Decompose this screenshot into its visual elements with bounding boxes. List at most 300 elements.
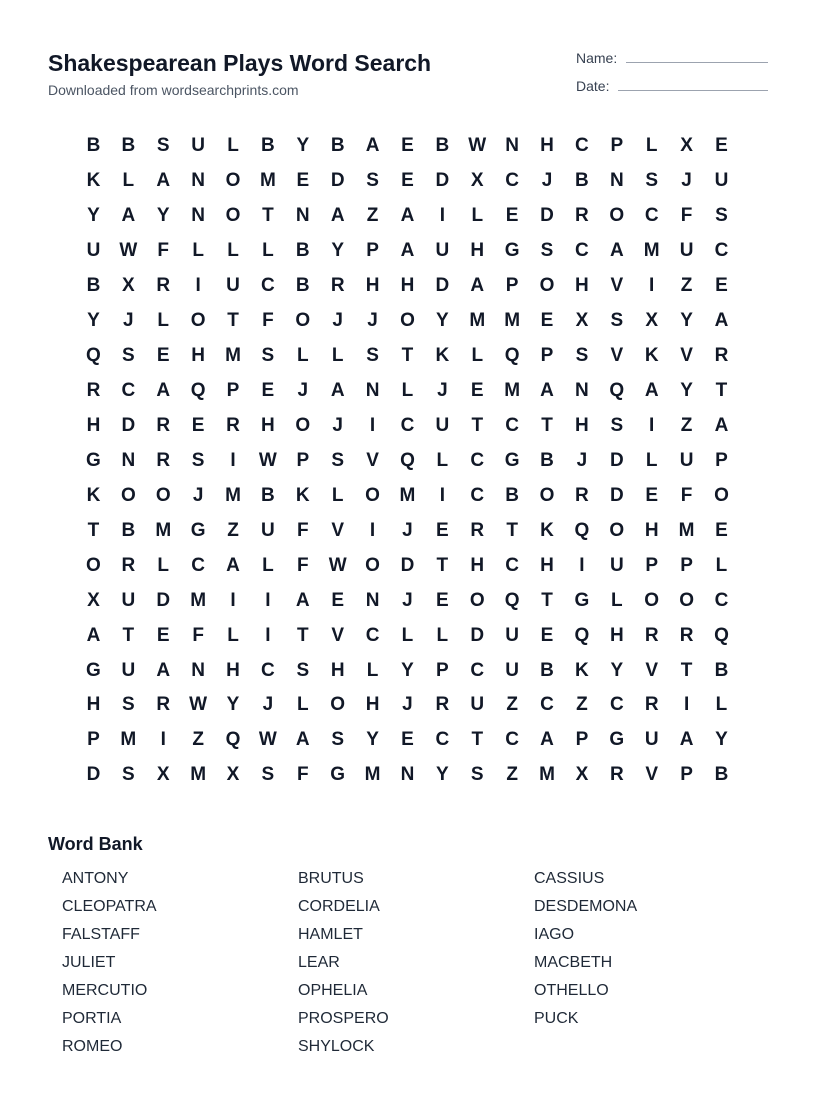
grid-letter: L	[157, 554, 170, 576]
grid-letter: C	[470, 659, 485, 681]
grid-letter: Z	[680, 275, 693, 297]
grid-letter: U	[191, 135, 205, 157]
grid-letter: O	[120, 484, 136, 506]
grid-letter: A	[400, 205, 415, 227]
grid-letter: A	[470, 275, 485, 297]
grid-letter: N	[400, 764, 415, 786]
grid-letter: L	[471, 205, 484, 227]
grid-letter: Y	[87, 205, 100, 227]
grid-letter: Q	[504, 345, 520, 367]
grid-letter: A	[644, 380, 659, 402]
grid-letter: Z	[680, 414, 693, 436]
grid-letter: C	[540, 694, 554, 716]
grid-letter: G	[504, 449, 520, 471]
word-bank-item: PUCK	[534, 1010, 579, 1027]
grid-letter: B	[714, 764, 729, 786]
grid-letter: B	[330, 135, 345, 157]
grid-letter: Q	[574, 624, 590, 646]
grid-letter: E	[715, 135, 728, 157]
grid-letter: Z	[366, 205, 379, 227]
grid-letter: S	[156, 135, 170, 157]
grid-letter: J	[402, 589, 413, 611]
grid-letter: P	[505, 275, 519, 297]
grid-letter: Z	[506, 764, 518, 786]
grid-letter: E	[715, 519, 728, 541]
grid-letter: L	[366, 659, 379, 681]
word-bank-title: Word Bank	[48, 834, 143, 854]
grid-letter: I	[265, 589, 271, 611]
grid-letter: X	[121, 275, 135, 297]
grid-letter: H	[575, 275, 589, 297]
grid-letter: H	[540, 554, 554, 576]
word-bank-item: JULIET	[62, 954, 116, 971]
grid-letter: Y	[436, 310, 449, 332]
word-bank	[62, 865, 782, 1061]
grid-letter: I	[265, 624, 271, 646]
grid-letter: A	[365, 135, 380, 157]
grid-letter: H	[365, 694, 380, 716]
grid-letter: U	[609, 554, 624, 576]
grid-letter: M	[504, 380, 521, 402]
grid-letter: L	[331, 345, 344, 367]
grid-letter: O	[295, 310, 311, 332]
grid-letter: E	[191, 414, 205, 436]
page-subtitle: Downloaded from wordsearchprints.com	[48, 82, 299, 98]
grid-letter: Z	[506, 694, 518, 716]
grid-letter: E	[436, 589, 449, 611]
grid-letter: Q	[574, 519, 590, 541]
grid-letter: A	[679, 729, 694, 751]
grid-letter: C	[505, 554, 519, 576]
grid-letter: L	[227, 240, 239, 262]
grid-letter: K	[575, 659, 589, 681]
grid-letter: P	[540, 345, 554, 367]
word-bank-item: MACBETH	[534, 954, 613, 971]
grid-letter: U	[714, 170, 729, 192]
grid-letter: C	[470, 484, 485, 506]
grid-letter: Y	[436, 764, 449, 786]
grid-letter: B	[86, 135, 101, 157]
grid-letter: E	[505, 205, 519, 227]
grid-letter: I	[649, 414, 655, 436]
word-bank-item: SHYLOCK	[298, 1038, 375, 1055]
grid-letter: O	[469, 589, 485, 611]
grid-letter: E	[470, 380, 484, 402]
grid-letter: O	[539, 275, 555, 297]
grid-letter: Y	[226, 694, 240, 716]
grid-letter: R	[575, 484, 589, 506]
grid-letter: N	[121, 449, 136, 471]
word-bank-item: LEAR	[298, 954, 340, 971]
grid-letter: X	[575, 764, 589, 786]
grid-letter: D	[330, 170, 345, 192]
grid-letter: K	[86, 170, 101, 192]
grid-letter: B	[261, 484, 275, 506]
grid-letter: G	[609, 729, 625, 751]
grid-letter: A	[156, 659, 171, 681]
grid-letter: O	[295, 414, 311, 436]
grid-letter: T	[122, 624, 135, 646]
grid-letter: E	[331, 589, 345, 611]
grid-letter: Y	[610, 659, 624, 681]
grid-letter: T	[471, 414, 484, 436]
grid-letter: S	[121, 764, 135, 786]
grid-letter: I	[369, 519, 376, 541]
grid-letter: U	[435, 240, 450, 262]
grid-letter: B	[295, 240, 310, 262]
grid-letter: D	[435, 275, 450, 297]
grid-letter: H	[609, 624, 624, 646]
grid-letter: F	[296, 554, 309, 576]
grid-letter: Q	[225, 729, 241, 751]
grid-letter: S	[121, 694, 135, 716]
grid-letter: T	[506, 519, 518, 541]
grid-letter: M	[190, 764, 207, 786]
grid-letter: S	[331, 729, 345, 751]
grid-letter: E	[540, 310, 554, 332]
grid-letter: C	[575, 240, 589, 262]
grid-letter: V	[366, 449, 379, 471]
grid-letter: M	[504, 310, 521, 332]
grid-letter: O	[539, 484, 555, 506]
grid-letter: T	[471, 729, 484, 751]
grid-letter: G	[330, 764, 346, 786]
grid-letter: C	[505, 729, 519, 751]
grid-letter: L	[296, 345, 309, 367]
grid-letter: E	[645, 484, 659, 506]
grid-letter: L	[227, 624, 239, 646]
grid-letter: R	[121, 554, 136, 576]
grid-letter: A	[540, 380, 554, 402]
grid-letter: D	[121, 414, 136, 436]
grid-letter: B	[295, 275, 310, 297]
grid-letter: O	[225, 205, 241, 227]
grid-letter: J	[123, 310, 134, 332]
grid-letter: W	[468, 135, 487, 157]
grid-letter: B	[121, 135, 136, 157]
grid-letter: S	[366, 170, 379, 192]
grid-letter: S	[191, 449, 205, 471]
date-field-line[interactable]	[618, 90, 768, 91]
grid-letter: D	[156, 589, 171, 611]
grid-letter: I	[160, 729, 166, 751]
grid-letter: R	[156, 414, 171, 436]
grid-letter: L	[645, 449, 658, 471]
grid-letter: R	[575, 205, 589, 227]
grid-letter: I	[439, 205, 445, 227]
grid-letter: I	[649, 275, 655, 297]
word-bank-item: CORDELIA	[298, 898, 380, 915]
grid-letter: R	[470, 519, 485, 541]
grid-letter: J	[437, 380, 448, 402]
grid-letter: O	[225, 170, 241, 192]
grid-letter: P	[366, 240, 379, 262]
name-field-line[interactable]	[626, 62, 768, 63]
grid-letter: U	[121, 659, 136, 681]
grid-letter: A	[714, 414, 729, 436]
grid-letter: G	[86, 449, 101, 471]
date-label: Date:	[576, 78, 610, 94]
grid-letter: N	[191, 205, 205, 227]
grid-letter: S	[121, 345, 135, 367]
grid-letter: K	[644, 345, 659, 367]
grid-letter: S	[261, 345, 275, 367]
grid-letter: I	[230, 449, 236, 471]
grid-letter: I	[439, 484, 445, 506]
grid-letter: Y	[331, 240, 345, 262]
grid-letter: X	[226, 764, 240, 786]
grid-letter: A	[226, 554, 240, 576]
grid-letter: J	[367, 310, 378, 332]
grid-letter: X	[470, 170, 484, 192]
word-bank-item: PROSPERO	[298, 1010, 389, 1027]
grid-letter: W	[258, 729, 277, 751]
grid-letter: B	[121, 519, 136, 541]
grid-letter: O	[190, 310, 206, 332]
grid-letter: Y	[296, 135, 310, 157]
grid-letter: D	[86, 764, 101, 786]
grid-letter: O	[714, 484, 729, 506]
grid-letter: Y	[156, 205, 170, 227]
grid-letter: L	[401, 624, 414, 646]
grid-letter: B	[540, 659, 554, 681]
grid-letter: L	[436, 624, 449, 646]
grid-letter: E	[296, 170, 310, 192]
grid-letter: V	[610, 345, 624, 367]
grid-letter: P	[436, 659, 449, 681]
grid-letter: L	[122, 170, 135, 192]
grid-letter: N	[365, 380, 380, 402]
grid-letter: U	[121, 589, 136, 611]
grid-letter: R	[679, 624, 694, 646]
grid-letter: H	[470, 554, 485, 576]
grid-letter: J	[297, 380, 309, 402]
word-bank-item: IAGO	[534, 926, 575, 943]
grid-letter: R	[609, 764, 624, 786]
grid-letter: C	[261, 275, 275, 297]
grid-letter: V	[645, 764, 659, 786]
grid-letter: U	[86, 240, 101, 262]
grid-letter: Z	[227, 519, 239, 541]
grid-letter: S	[470, 764, 484, 786]
word-search-grid	[76, 129, 740, 793]
grid-letter: F	[296, 764, 309, 786]
grid-letter: J	[681, 170, 692, 192]
grid-letter: V	[680, 345, 693, 367]
grid-letter: O	[400, 310, 415, 332]
grid-letter: K	[295, 484, 310, 506]
grid-letter: R	[156, 275, 171, 297]
grid-letter: H	[400, 275, 415, 297]
grid-letter: S	[610, 414, 624, 436]
grid-letter: M	[643, 240, 660, 262]
grid-letter: T	[296, 624, 309, 646]
grid-letter: O	[365, 484, 380, 506]
word-bank-item: ANTONY	[62, 870, 129, 887]
word-bank-item: HAMLET	[298, 926, 363, 943]
grid-letter: H	[261, 414, 275, 436]
grid-letter: X	[645, 310, 659, 332]
grid-letter: E	[261, 380, 275, 402]
grid-letter: J	[332, 310, 343, 332]
grid-letter: R	[435, 694, 450, 716]
grid-letter: S	[575, 345, 589, 367]
page-title: Shakespearean Plays Word Search	[48, 50, 432, 76]
grid-letter: C	[365, 624, 380, 646]
grid-letter: P	[645, 554, 659, 576]
grid-letter: C	[505, 414, 519, 436]
grid-letter: U	[505, 624, 519, 646]
grid-letter: X	[156, 764, 170, 786]
grid-letter: A	[330, 380, 345, 402]
grid-letter: Q	[400, 449, 415, 471]
grid-letter: C	[505, 170, 519, 192]
grid-letter: L	[436, 449, 449, 471]
word-bank-item: MERCUTIO	[62, 982, 148, 999]
grid-letter: O	[365, 554, 380, 576]
grid-letter: S	[540, 240, 554, 262]
grid-letter: M	[469, 310, 486, 332]
grid-letter: W	[189, 694, 208, 716]
grid-letter: H	[191, 345, 205, 367]
grid-letter: K	[540, 519, 554, 541]
grid-letter: F	[680, 484, 693, 506]
grid-letter: I	[579, 554, 585, 576]
grid-letter: F	[192, 624, 204, 646]
grid-letter: T	[541, 414, 553, 436]
grid-letter: Z	[192, 729, 204, 751]
grid-letter: S	[715, 205, 728, 227]
grid-letter: S	[331, 449, 345, 471]
grid-letter: C	[714, 589, 729, 611]
grid-letter: D	[609, 449, 624, 471]
grid-letter: D	[470, 624, 485, 646]
grid-letter: D	[609, 484, 624, 506]
grid-letter: N	[295, 205, 310, 227]
grid-letter: Y	[680, 310, 693, 332]
word-bank-item: ROMEO	[62, 1038, 123, 1055]
grid-letter: O	[609, 519, 625, 541]
grid-letter: I	[369, 414, 376, 436]
grid-letter: O	[330, 694, 346, 716]
grid-letter: N	[191, 170, 205, 192]
grid-letter: F	[296, 519, 309, 541]
word-bank-item: PORTIA	[62, 1010, 122, 1027]
grid-letter: B	[435, 135, 450, 157]
grid-letter: D	[435, 170, 450, 192]
grid-letter: M	[399, 484, 416, 506]
grid-letter: N	[365, 589, 380, 611]
grid-letter: C	[609, 694, 624, 716]
grid-letter: R	[714, 345, 729, 367]
grid-letter: O	[609, 205, 625, 227]
grid-letter: T	[541, 589, 553, 611]
grid-letter: S	[366, 345, 379, 367]
grid-letter: Q	[504, 589, 520, 611]
grid-letter: U	[679, 449, 694, 471]
grid-letter: Y	[715, 729, 728, 751]
grid-letter: F	[680, 205, 693, 227]
grid-letter: U	[470, 694, 485, 716]
grid-letter: U	[679, 240, 694, 262]
word-bank-item: CLEOPATRA	[62, 898, 157, 915]
word-bank-item: OTHELLO	[534, 982, 609, 999]
grid-letter: O	[86, 554, 101, 576]
grid-letter: T	[680, 659, 693, 681]
grid-letter: R	[156, 694, 171, 716]
grid-letter: L	[192, 240, 204, 262]
grid-letter: T	[262, 205, 274, 227]
grid-letter: V	[331, 519, 345, 541]
grid-letter: D	[540, 205, 554, 227]
grid-letter: B	[505, 484, 519, 506]
grid-letter: C	[121, 380, 136, 402]
grid-letter: V	[610, 275, 624, 297]
grid-letter: H	[575, 414, 589, 436]
grid-letter: O	[155, 484, 171, 506]
grid-letter: T	[227, 310, 239, 332]
grid-letter: L	[471, 345, 484, 367]
grid-letter: B	[575, 170, 589, 192]
grid-letter: V	[331, 624, 345, 646]
grid-letter: E	[401, 170, 414, 192]
grid-letter: C	[435, 729, 450, 751]
grid-letter: K	[435, 345, 450, 367]
grid-letter: P	[226, 380, 240, 402]
grid-letter: E	[156, 345, 170, 367]
word-bank-item: OPHELIA	[298, 982, 368, 999]
grid-letter: L	[157, 310, 170, 332]
word-bank-item: FALSTAFF	[62, 926, 140, 943]
grid-letter: L	[262, 240, 274, 262]
grid-letter: T	[436, 554, 449, 576]
grid-letter: E	[540, 624, 554, 646]
grid-letter: U	[261, 519, 275, 541]
grid-letter: N	[191, 659, 205, 681]
grid-letter: X	[87, 589, 100, 611]
grid-letter: N	[575, 380, 589, 402]
grid-letter: R	[330, 275, 345, 297]
grid-letter: C	[575, 135, 589, 157]
grid-letter: J	[332, 414, 343, 436]
grid-letter: C	[714, 240, 729, 262]
grid-letter: U	[226, 275, 240, 297]
grid-letter: A	[121, 205, 136, 227]
grid-letter: Y	[366, 729, 379, 751]
grid-letter: H	[330, 659, 345, 681]
grid-letter: O	[644, 589, 660, 611]
grid-letter: G	[190, 519, 206, 541]
grid-letter: H	[644, 519, 659, 541]
grid-letter: Q	[190, 380, 206, 402]
grid-letter: E	[715, 275, 728, 297]
grid-letter: J	[402, 519, 413, 541]
grid-letter: A	[156, 380, 171, 402]
grid-letter: W	[119, 240, 138, 262]
grid-letter: E	[401, 729, 414, 751]
grid-letter: C	[191, 554, 205, 576]
grid-letter: S	[261, 764, 275, 786]
grid-letter: J	[576, 449, 588, 471]
grid-letter: U	[644, 729, 659, 751]
grid-letter: H	[470, 240, 485, 262]
grid-letter: T	[715, 380, 728, 402]
grid-letter: V	[645, 659, 659, 681]
grid-letter: P	[715, 449, 728, 471]
grid-letter: I	[683, 694, 690, 716]
grid-letter: A	[156, 170, 171, 192]
grid-letter: L	[227, 135, 239, 157]
